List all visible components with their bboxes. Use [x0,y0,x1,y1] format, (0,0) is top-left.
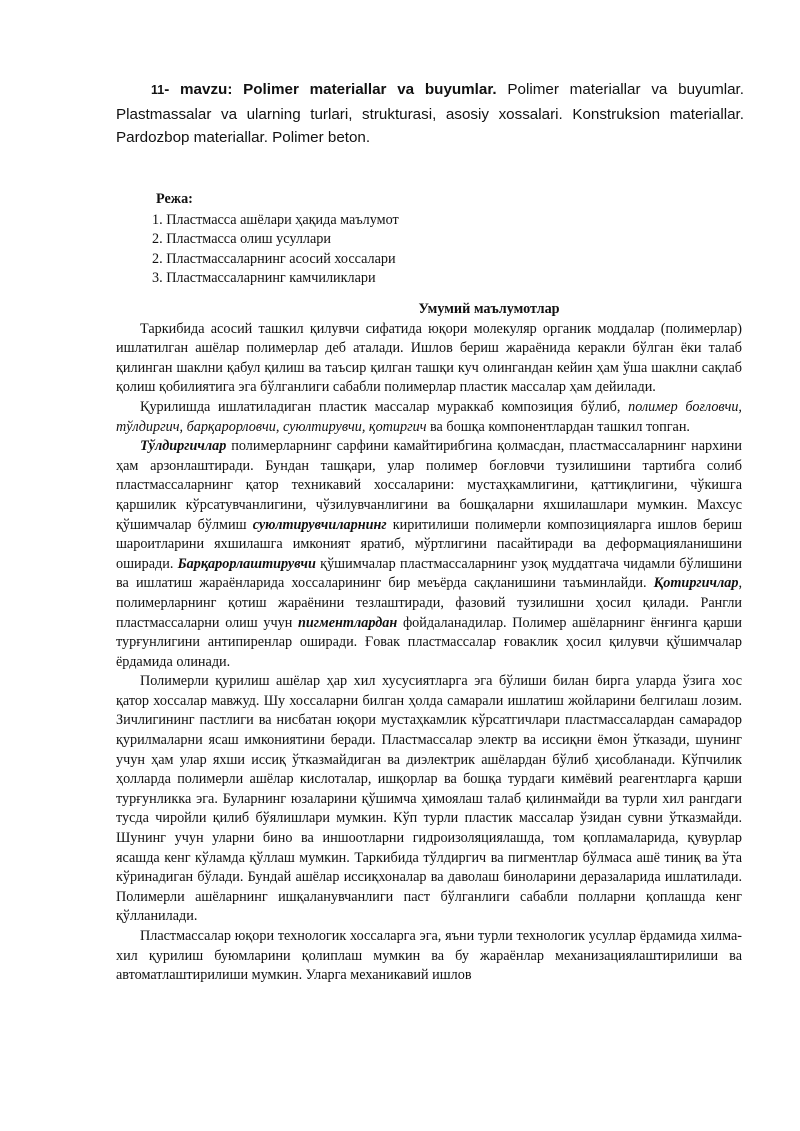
paragraph [116,398,742,437]
topic-title: - mavzu: Polimer materiallar va buyumlar. [164,81,497,98]
paragraph-text: киритилиши полимерли композицияларга ишлов бериш шароитларини яхшилашга имконият яратиб, мўртлигини пасайтиради ва деформацияланишини оширади. [116,516,742,572]
paragraph-text: , полимерларнинг қотиш жараёнини тезлаштиради, фазовий тузилишни ҳосил қилади. Рангли пластмассаларни олиш учун [116,575,742,631]
term-hardeners: Қотиргичлар [653,575,739,592]
paragraph-text: қўшимчалар пластмассаларнинг узоқ муддатгача чидамли бўлишини ва ишлатиш жараёнларида хоссаларининг бир меъёрда сақланишини таъминлайди. [116,555,742,592]
paragraph [116,437,742,672]
term-fillers: Тўлдиргичлар [140,438,227,455]
plan-item: 2. Пластмассаларнинг асосий хоссалари [152,250,396,267]
term-stabilizers: Барқарорлаштирувчи [177,555,316,572]
term-pigments: пигментлардан [298,614,398,631]
topic-header [116,78,744,150]
paragraph: Пластмассалар юқори технологик хоссаларга эга, яъни турли технологик усуллар ёрдамида хилма-хил қурилиш буюмларини қолиплаш мумкин ва бу жараёнлар механизациялаштирилиши ва автоматлаштирилиши мумкин. Уларга механикавий ишлов [116,928,742,984]
plan-title: Режа: [156,191,193,207]
component-list: полимер боғловчи, тўлдиргич, барқарорловчи, суюлтирувчи, қотиргич [116,398,742,435]
paragraph-text: полимерларнинг сарфини камайтирибгина қолмасдан, пластмассаларнинг нархини ҳам арзонлаштиради. Бундан ташқари, улар полимер боғловчи тузилишини тартибга солиб пластмассаларнинг қатор техникавий хоссаларини: мустаҳкамлигини, қаттиқлигини, чўкишга қаршилик кўрсатувчанлигини, чўзилувчанлигини ва бошқаларни яхшилашлари мумкин. Махсус қўшимчалар бўлмиш [116,438,742,533]
plan-item: 2. Пластмасса олиш усуллари [152,231,331,248]
paragraph-text: Қурилишда ишлатиладиган пластик массалар мураккаб композиция бўлиб, [140,398,629,415]
paragraph-text: ва бошқа компонентлардан ташкил топган. [426,418,690,435]
plan-item: 3. Пластмассаларнинг камчиликлари [152,270,376,287]
section-title: Умумий маълумотлар [418,301,560,317]
paragraph: Полимерли қурилиш ашёлар ҳар хил хусусиятларга эга бўлиши билан бирга уларда ўзига хос қатор хоссалар мавжуд. Шу хоссаларни билган ҳолда самарали ишлатиш жойларини белгилаш лозим. Зичлигининг пастлиги ва нисбатан юқори мустаҳкамлик кўрсатгичлари пластмассалардан самарадор қурилмаларни ясаш имкониятини беради. Пластмассалар электр ва иссиқни ёмон ўтказади, шунинг учун ҳам улар яхши иссиқ ўтказмайдиган ва диэлектрик ашёлардан бўлиб ҳисобланади. Кўпчилик ҳолларда полимерли ашёлар кислоталар, ишқорлар ва бошқа турдаги кимёвий реагентларга қарши турғунликка эга. Буларнинг юзаларини қўшимча ҳимоялаш талаб қилинмайди ва турли хил рангдаги тусда чиройли қилиб бўялишлари мумкин. Кўп турли пластик массалар ўзидан сувни ўтказмайди. Шунинг учун уларни бино ва иншоотларни гидроизоляциялашда, том қопламаларида, қувурлар ясашда кенг кўламда қўллаш мумкин. Таркибида тўлдиргич ва пигментлар бўлмаса ашё тиниқ ва ўта кўринадиган бўлади. Бундай ашёлар иссиқхоналар ва даволаш биноларини деразаларида ишлатилади. Полимерли ашёларнинг ишқаланувчанлиги паст бўлганлиги сабабли полларни қоплашда кенг қўлланилади. [116,673,742,925]
plan-item: 1. Пластмасса ашёлари ҳақида маълумот [152,211,399,228]
term-plasticizers: суюлтирувчиларнинг [252,516,387,533]
topic-number: 11 [151,83,165,97]
paragraph: Таркибида асосий ташкил қилувчи сифатида юқори молекуляр органик моддалар (полимерлар) ишлатилган ашёлар полимерлар деб аталади. Ишлов бериш жараёнида керакли бўлган ёки талаб қилинган шаклни қабул қилиш ва таъсир қилган ташқи куч олингандан кейин ҳам ўша шаклни сақлаб қолиш қобилиятига эга бўлганлиги сабабли полимерлар пластик массалар ҳам дейилади. [116,320,742,396]
topic-description: Polimer materiallar va buyumlar. Plastmassalar va ularning turlari, strukturasi, asosiy xossalari. Konstruksion materiallar. Pardozbop materiallar. Polimer beton. [116,81,744,146]
paragraph-text: фойдаланадилар. Полимер ашёларнинг ёнғинга қарши турғунлигини антипиренлар оширади. Ғовак пластмассалар ғоваклик ҳосил қилувчи қўшимчалар ёрдамида олинади. [116,614,742,670]
plan-block [152,190,399,289]
document-body [116,300,742,986]
